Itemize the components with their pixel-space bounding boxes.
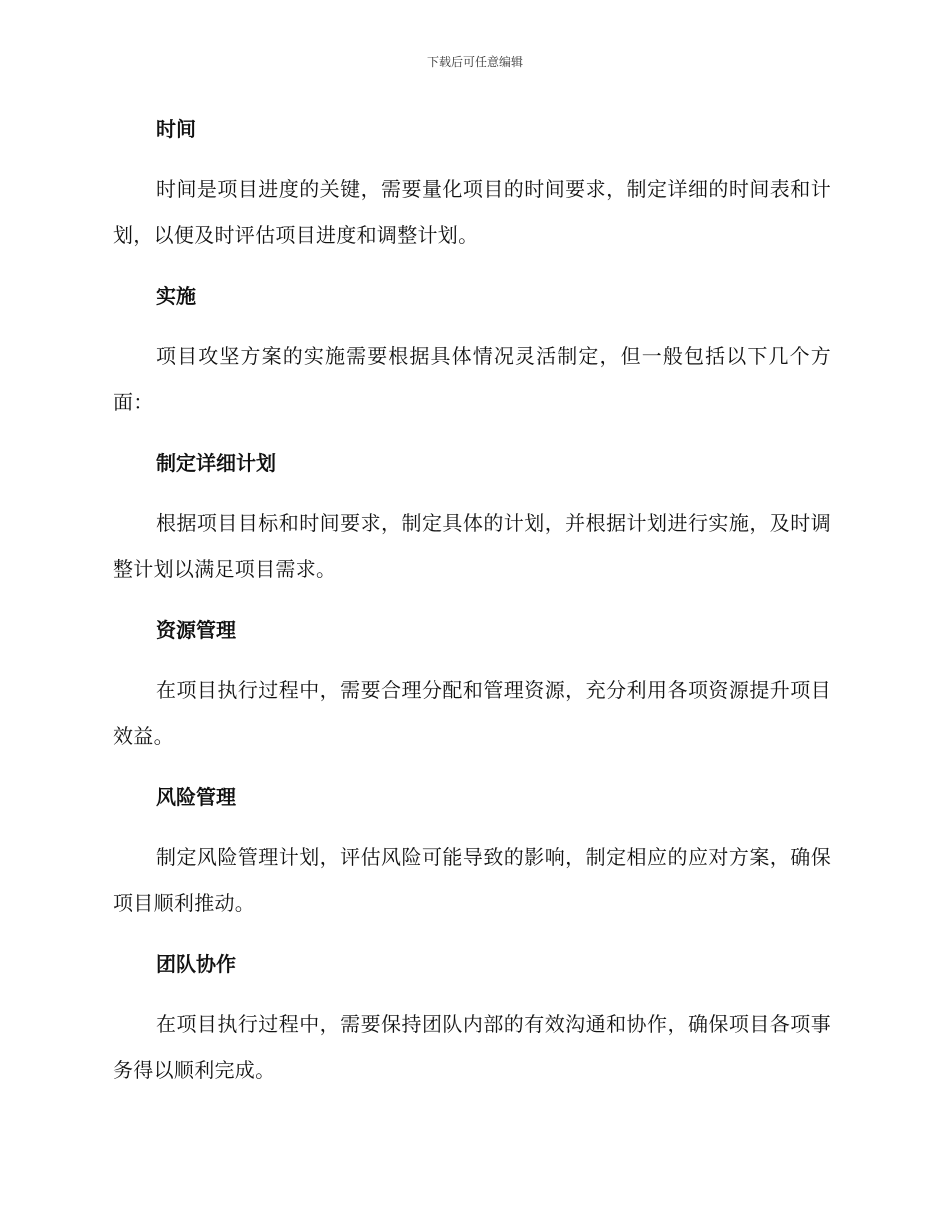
section-heading: 制定详细计划	[156, 451, 276, 475]
section-risk-management	[113, 780, 831, 947]
section-paragraph: 根据项目目标和时间要求，制定具体的计划，并根据计划进行实施，及时调整计划以满足项目需求。	[113, 511, 831, 581]
page-header: 下载后可任意编辑	[426, 55, 523, 69]
section-paragraph: 在项目执行过程中，需要保持团队内部的有效沟通和协作，确保项目各项事务得以顺利完成。	[113, 1012, 831, 1082]
section-paragraph: 时间是项目进度的关键，需要量化项目的时间要求，制定详细的时间表和计划，以便及时评估项目进度和调整计划。	[113, 177, 831, 247]
section-detailed-plan	[113, 446, 831, 613]
section-resource-management	[113, 613, 831, 780]
section-heading: 时间	[156, 117, 196, 141]
section-heading: 团队协作	[156, 952, 236, 976]
section-paragraph: 项目攻坚方案的实施需要根据具体情况灵活制定，但一般包括以下几个方面：	[113, 344, 831, 414]
document-body	[113, 112, 831, 1093]
section-paragraph: 制定风险管理计划，评估风险可能导致的影响，制定相应的应对方案，确保项目顺利推动。	[113, 845, 831, 915]
section-paragraph: 在项目执行过程中，需要合理分配和管理资源，充分利用各项资源提升项目效益。	[113, 678, 831, 748]
section-heading: 资源管理	[156, 618, 236, 642]
section-heading: 风险管理	[156, 785, 236, 809]
section-heading: 实施	[156, 284, 196, 308]
section-time	[113, 112, 831, 279]
section-implementation	[113, 279, 831, 446]
section-team-collaboration	[113, 947, 831, 1093]
